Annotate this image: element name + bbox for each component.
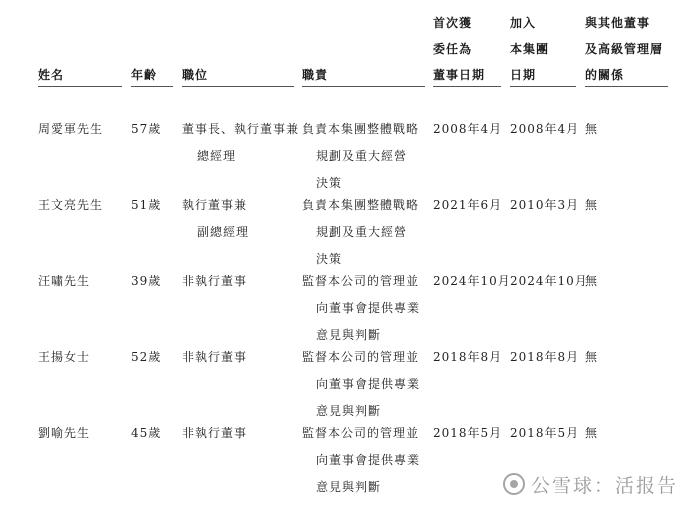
cell-age: 51歲 (131, 198, 162, 212)
cell-name: 汪嘯先生 (38, 274, 91, 288)
cell-relation: 無 (585, 198, 599, 212)
cell-joined: 2024年10月 (510, 274, 588, 288)
cell-duties: 向董事會提供專業 (316, 301, 421, 315)
header-duties: 職責 (302, 68, 329, 82)
cell-joined: 2010年3月 (510, 198, 580, 212)
header-rule (433, 86, 501, 87)
cell-name: 王揚女士 (38, 350, 91, 364)
watermark (503, 469, 678, 499)
cell-duties: 監督本公司的管理並 (302, 426, 420, 440)
cell-duties: 負責本集團整體戰略 (302, 198, 420, 212)
header-age: 年齡 (131, 68, 158, 82)
snowball-icon (503, 473, 525, 495)
cell-position: 董事長、執行董事兼 (182, 122, 300, 136)
header-rule (585, 86, 668, 87)
cell-age: 45歲 (131, 426, 162, 440)
cell-duties: 向董事會提供專業 (316, 453, 421, 467)
cell-position: 執行董事兼 (182, 198, 248, 212)
cell-position: 副總經理 (197, 225, 250, 239)
cell-relation: 無 (585, 426, 599, 440)
cell-appointed: 2021年6月 (433, 198, 503, 212)
header-position: 職位 (182, 68, 209, 82)
cell-duties: 意見與判斷 (316, 480, 382, 494)
header-rule (131, 86, 173, 87)
cell-age: 39歲 (131, 274, 162, 288)
cell-position: 非執行董事 (182, 350, 248, 364)
cell-joined: 2018年5月 (510, 426, 580, 440)
cell-name: 劉喻先生 (38, 426, 91, 440)
cell-duties: 負責本集團整體戰略 (302, 122, 420, 136)
cell-age: 57歲 (131, 122, 162, 136)
cell-name: 王文亮先生 (38, 198, 104, 212)
cell-name: 周愛軍先生 (38, 122, 104, 136)
cell-joined: 2008年4月 (510, 122, 580, 136)
header-rule (510, 86, 576, 87)
cell-duties: 規劃及重大經營 (316, 225, 408, 239)
header-rule (38, 86, 122, 87)
cell-duties: 決策 (316, 252, 343, 266)
cell-position: 非執行董事 (182, 274, 248, 288)
cell-relation: 無 (585, 122, 599, 136)
cell-position: 總經理 (197, 149, 237, 163)
header-rule (182, 86, 294, 87)
cell-appointed: 2018年8月 (433, 350, 503, 364)
watermark-text: 公雪球：活报告 (531, 474, 679, 497)
cell-appointed: 2008年4月 (433, 122, 503, 136)
cell-duties: 意見與判斷 (316, 404, 382, 418)
cell-duties: 監督本公司的管理並 (302, 350, 420, 364)
cell-duties: 規劃及重大經營 (316, 149, 408, 163)
cell-position: 非執行董事 (182, 426, 248, 440)
cell-age: 52歲 (131, 350, 162, 364)
cell-duties: 監督本公司的管理並 (302, 274, 420, 288)
cell-duties: 向董事會提供專業 (316, 377, 421, 391)
cell-appointed: 2018年5月 (433, 426, 503, 440)
cell-duties: 決策 (316, 176, 343, 190)
header-rule (302, 86, 425, 87)
cell-appointed: 2024年10月 (433, 274, 511, 288)
cell-relation: 無 (585, 274, 599, 288)
cell-relation: 無 (585, 350, 599, 364)
header-name: 姓名 (38, 68, 65, 82)
cell-duties: 意見與判斷 (316, 328, 382, 342)
cell-joined: 2018年8月 (510, 350, 580, 364)
